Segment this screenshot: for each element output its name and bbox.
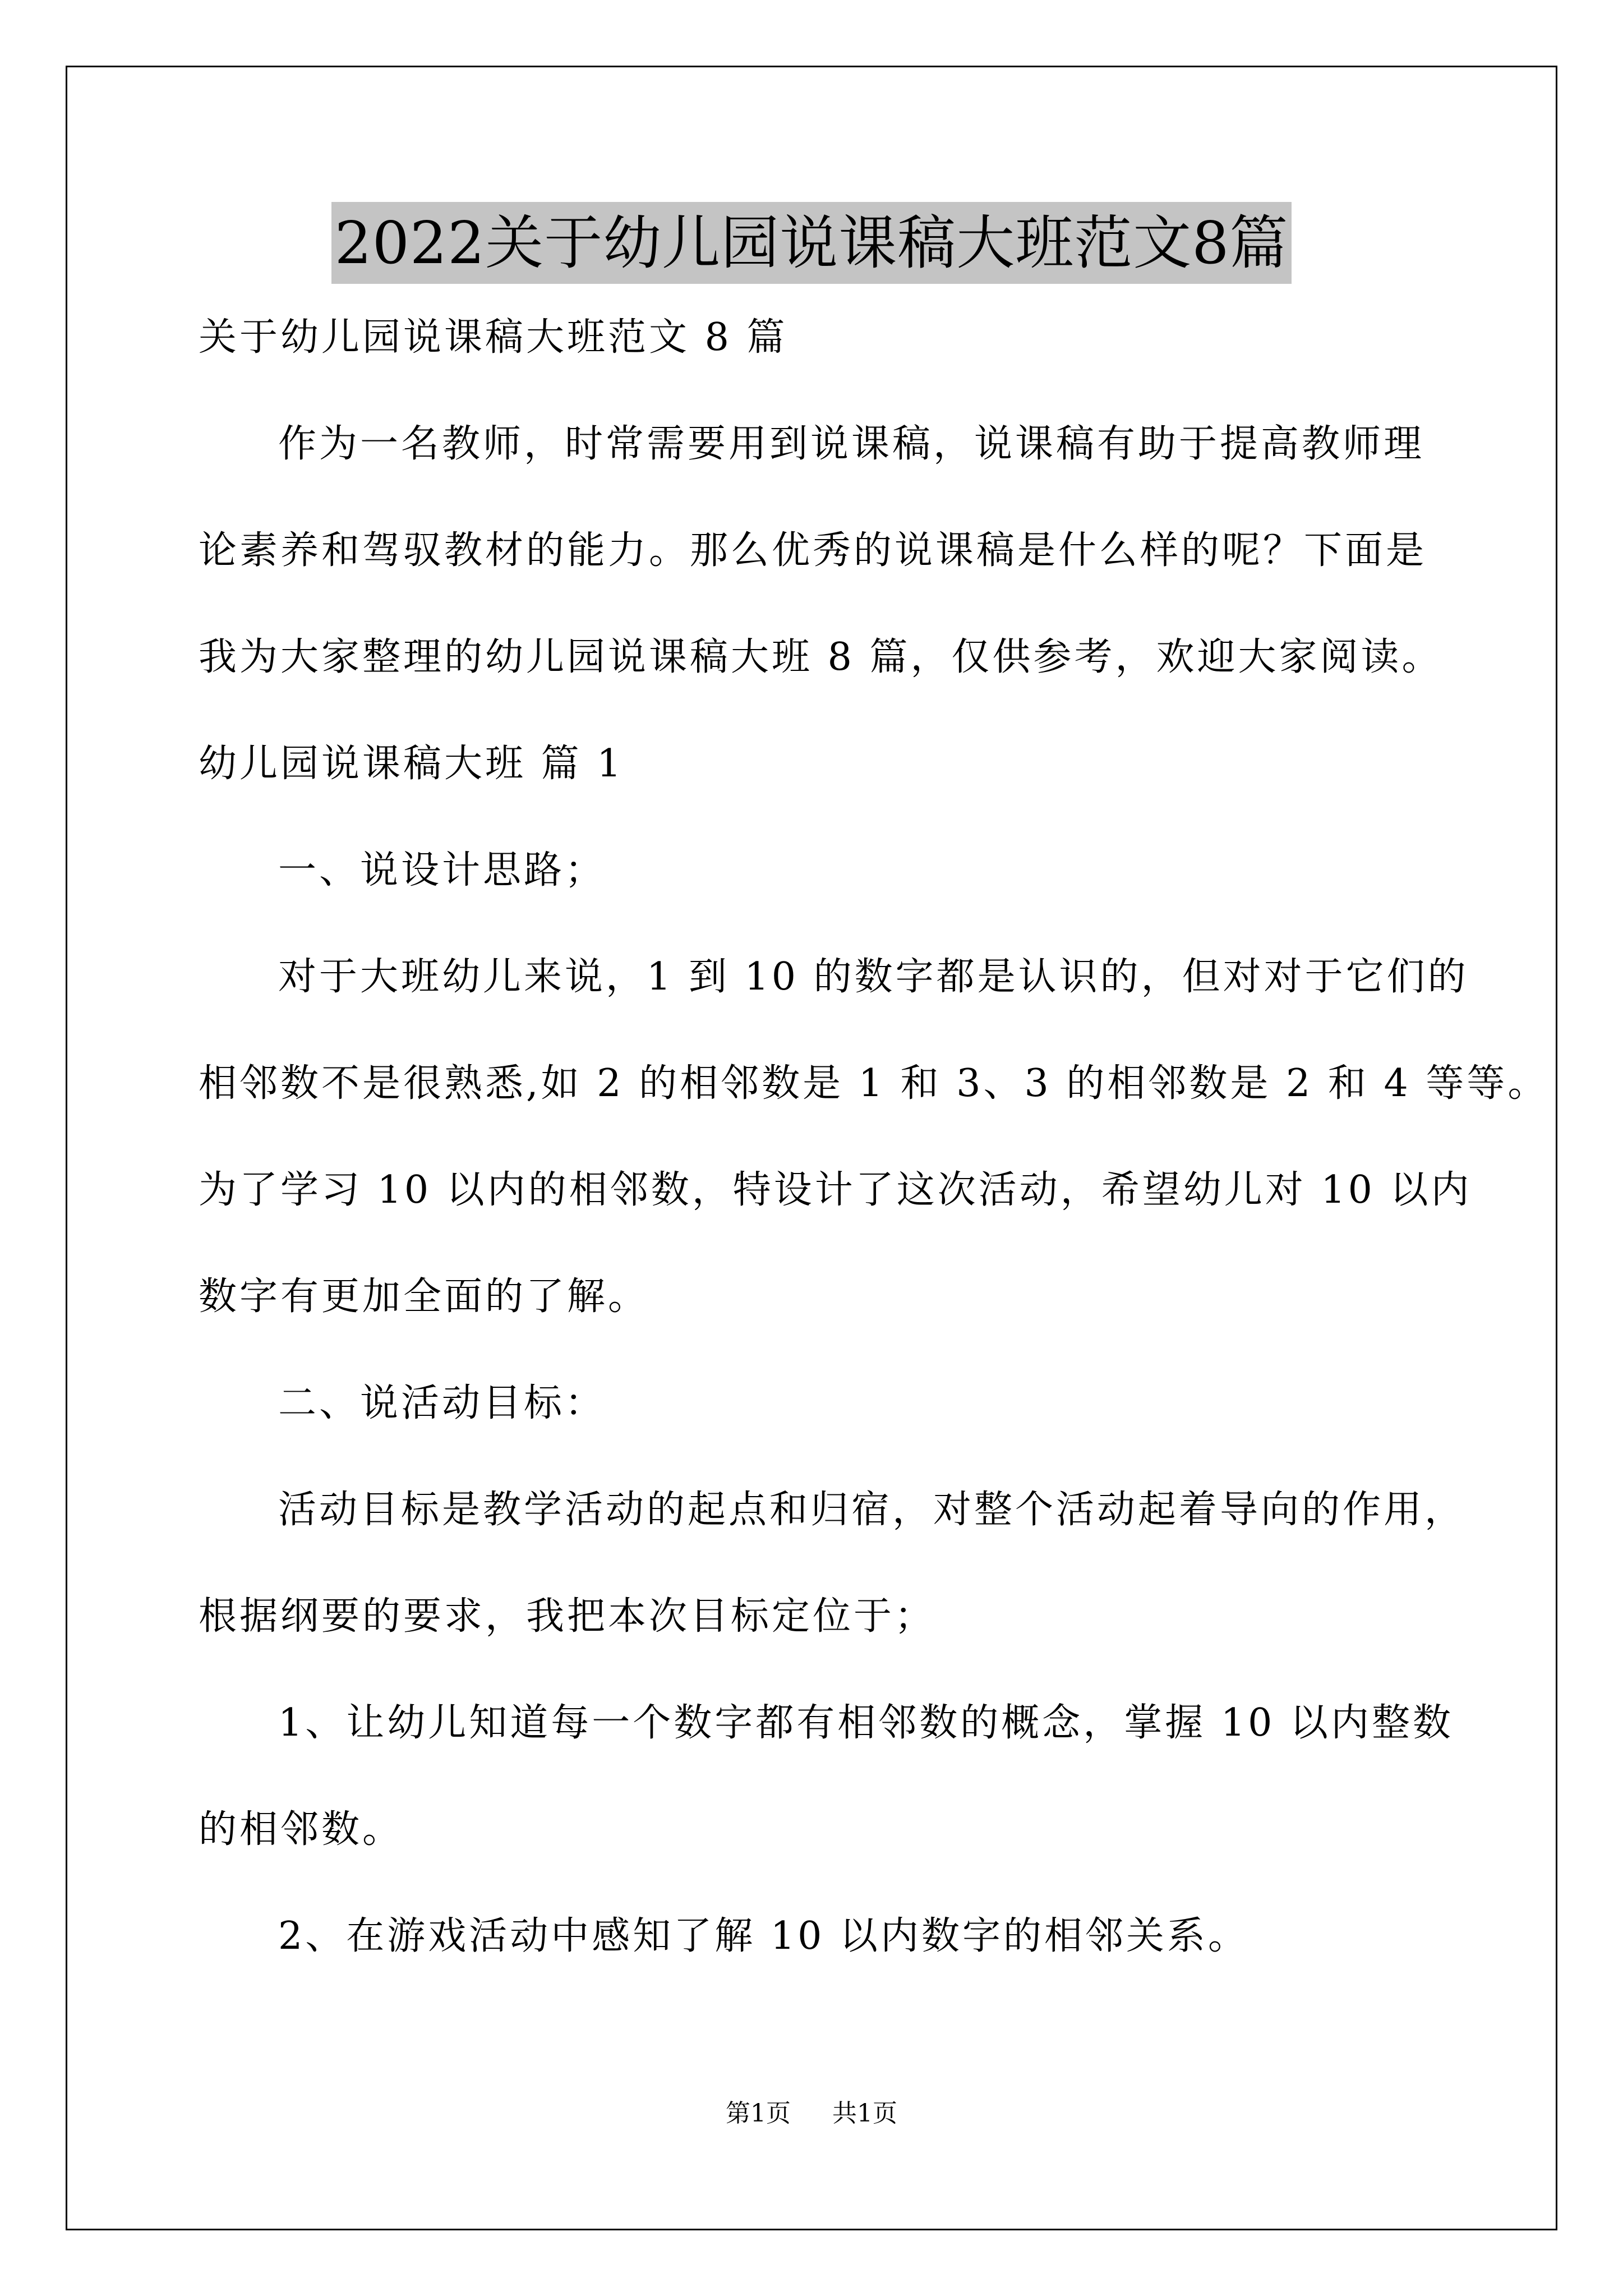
text-line: 为了学习 10 以内的相邻数，特设计了这次活动，希望幼儿对 10 以内: [199, 1168, 1472, 1212]
text-line: 二、说活动目标：: [278, 1381, 606, 1425]
text-line: 活动目标是教学活动的起点和归宿，对整个活动起着导向的作用，: [278, 1488, 1466, 1532]
text-line: 幼儿园说课稿大班 篇 1: [199, 742, 624, 786]
text-line: 的相邻数。: [199, 1807, 404, 1852]
document-body: [199, 315, 1549, 2021]
text-line: 根据纲要的要求，我把本次目标定位于；: [199, 1594, 936, 1639]
text-line: 一、说设计思路；: [278, 848, 606, 892]
page-number-current: 第1页: [726, 2099, 791, 2128]
text-line: 关于幼儿园说课稿大班范文 8 篇: [199, 315, 788, 360]
document-title: 2022关于幼儿园说课稿大班范文8篇: [331, 202, 1292, 284]
text-line: 作为一名教师，时常需要用到说课稿，说课稿有助于提高教师理: [278, 422, 1425, 466]
text-line: 对于大班幼儿来说，1 到 10 的数字都是认识的，但对对于它们的: [278, 955, 1469, 999]
title-container: [0, 202, 1623, 284]
text-line: 我为大家整理的幼儿园说课稿大班 8 篇，仅供参考，欢迎大家阅读。: [199, 635, 1443, 679]
text-line: 2、在游戏活动中感知了解 10 以内数字的相邻关系。: [278, 1914, 1249, 1958]
text-line: 论素养和驾驭教材的能力。那么优秀的说课稿是什么样的呢？下面是: [199, 528, 1427, 573]
text-line: 1、让幼儿知道每一个数字都有相邻数的概念，掌握 10 以内整数: [278, 1701, 1454, 1745]
text-line: 相邻数不是很熟悉,如 2 的相邻数是 1 和 3、3 的相邻数是 2 和 4 等等。: [199, 1061, 1549, 1106]
text-line: 数字有更加全面的了解。: [199, 1274, 649, 1319]
page-number-total: 共1页: [832, 2099, 897, 2128]
page-footer: [0, 2098, 1623, 2129]
